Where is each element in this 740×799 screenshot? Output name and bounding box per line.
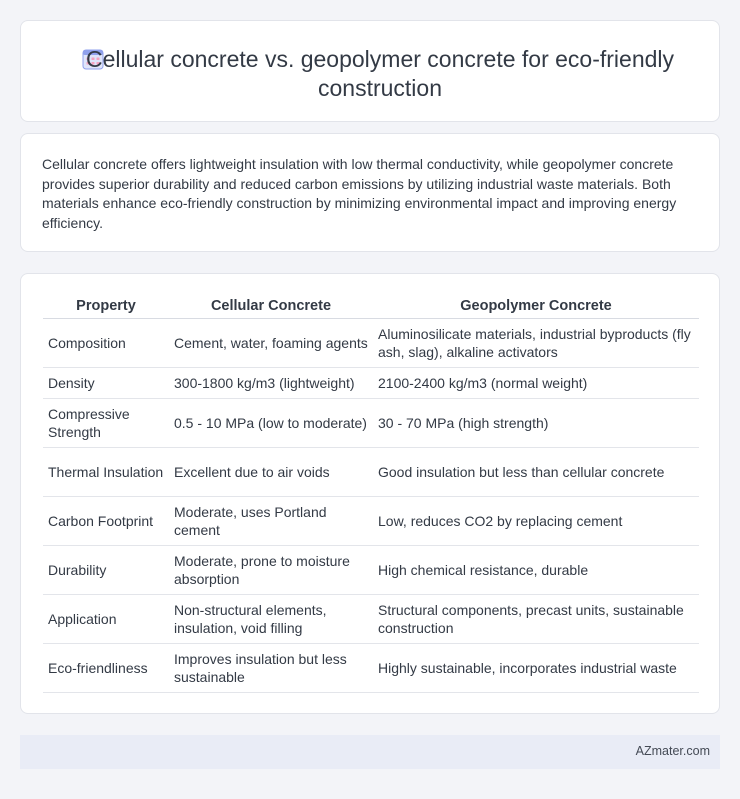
table-row: [43, 545, 699, 594]
table-row: [43, 643, 699, 692]
row-property: Density: [43, 367, 169, 398]
footer-bar: [20, 735, 720, 769]
row-geopolymer: Highly sustainable, incorporates industrial waste: [373, 643, 699, 692]
row-geopolymer: High chemical resistance, durable: [373, 545, 699, 594]
row-cellular: Cement, water, foaming agents: [169, 318, 373, 367]
row-property: Composition: [43, 318, 169, 367]
table-row: [43, 398, 699, 447]
row-cellular: 0.5 - 10 MPa (low to moderate): [169, 398, 373, 447]
summary-card: [20, 133, 720, 252]
footer-brand: AZmater.com: [635, 744, 710, 758]
row-property: Durability: [43, 545, 169, 594]
table-row: [43, 594, 699, 643]
row-cellular: Excellent due to air voids: [169, 447, 373, 496]
page-title: Cellular concrete vs. geopolymer concrete for eco-friendly construction: [85, 46, 675, 101]
row-cellular: Non-structural elements, insulation, void filling: [169, 594, 373, 643]
header-property: Property: [43, 296, 169, 318]
row-geopolymer: Good insulation but less than cellular concrete: [373, 447, 699, 496]
title-card: [20, 20, 720, 122]
header-geopolymer: Geopolymer Concrete: [373, 296, 699, 318]
row-geopolymer: 2100-2400 kg/m3 (normal weight): [373, 367, 699, 398]
row-geopolymer: Aluminosilicate materials, industrial byproducts (fly ash, slag), alkaline activators: [373, 318, 699, 367]
row-property: Eco-friendliness: [43, 643, 169, 692]
comparison-table: [43, 296, 699, 693]
row-geopolymer: Structural components, precast units, sustainable construction: [373, 594, 699, 643]
table-row: [43, 367, 699, 398]
table-row: [43, 447, 699, 496]
row-cellular: 300-1800 kg/m3 (lightweight): [169, 367, 373, 398]
header-cellular: Cellular Concrete: [169, 296, 373, 318]
table-row: [43, 318, 699, 367]
row-property: Carbon Footprint: [43, 496, 169, 545]
table-row: [43, 496, 699, 545]
row-geopolymer: 30 - 70 MPa (high strength): [373, 398, 699, 447]
row-property: Application: [43, 594, 169, 643]
summary-paragraph: Cellular concrete offers lightweight insulation with low thermal conductivity, while geopolymer concrete provides superior durability and reduced carbon emissions by utilizing industrial waste materials. Both materials enhance eco-friendly construction by minimizing environmental impact and improving energy efficiency.: [42, 156, 677, 231]
row-cellular: Improves insulation but less sustainable: [169, 643, 373, 692]
comparison-card: [20, 273, 720, 714]
row-cellular: Moderate, prone to moisture absorption: [169, 545, 373, 594]
table-header-row: [43, 296, 699, 318]
row-cellular: Moderate, uses Portland cement: [169, 496, 373, 545]
row-property: Compressive Strength: [43, 398, 169, 447]
row-property: Thermal Insulation: [43, 447, 169, 496]
row-geopolymer: Low, reduces CO2 by replacing cement: [373, 496, 699, 545]
